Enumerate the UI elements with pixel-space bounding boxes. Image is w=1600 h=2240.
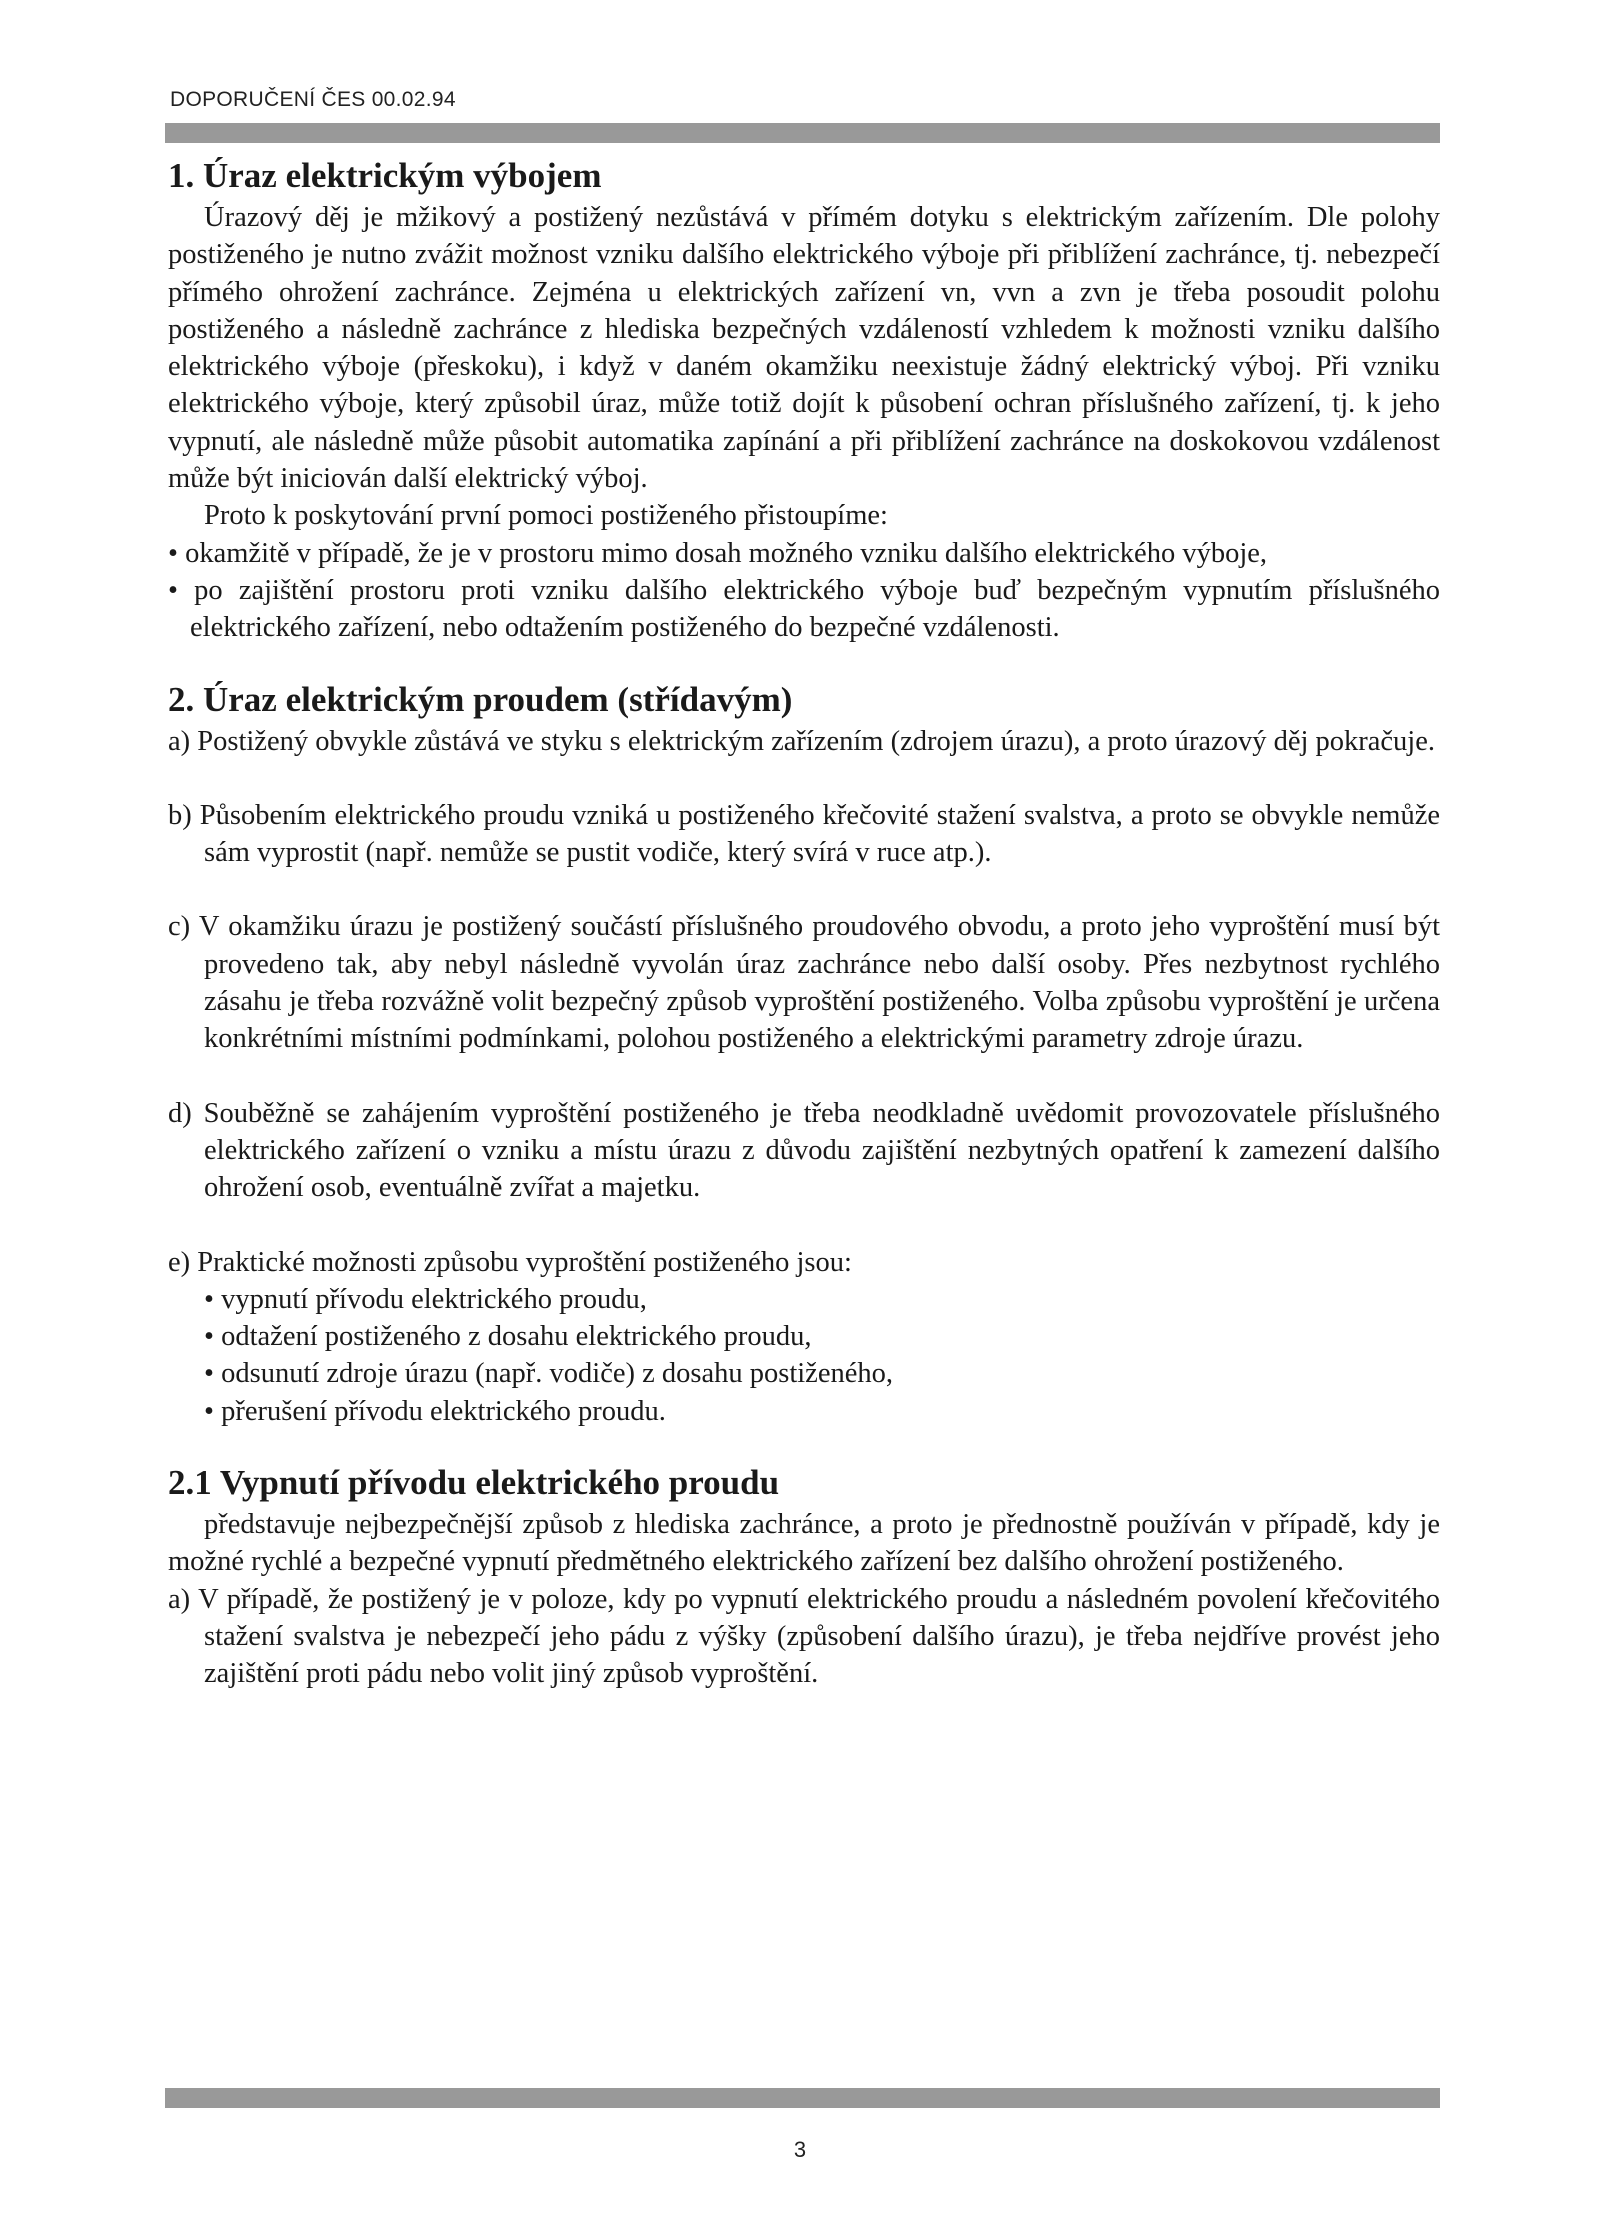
section-2-1-heading: 2.1 Vypnutí přívodu elektrického proudu (168, 1463, 780, 1503)
item-e-bullet: • odsunutí zdroje úrazu (např. vodiče) z dosahu postiženého, (204, 1358, 894, 1390)
header-rule (165, 123, 1440, 143)
page-body (168, 153, 1440, 1693)
section-2-item-e: e) Praktické možnosti způsobu vyproštění postiženého jsou: (168, 1246, 852, 1278)
page-number: 3 (793, 2137, 807, 2162)
section-2-item-c: c) V okamžiku úrazu je postižený součástí příslušného proudového obvodu, a proto jeho vyproštění musí být provedeno tak, aby nebyl následně vyvolán úraz zachránce nebo další osoby. Přes nezbytnost rychlého zásahu je třeba rozvážně volit bezpečný způsob vyproštění postiženého. Volba způsobu vyproštění je určena konkrétními místními podmínkami, polohou postiženého a elektrickými parametry zdroje úrazu. (168, 911, 1440, 1055)
footer-rule (165, 2088, 1440, 2108)
section-2-item-b: b) Působením elektrického proudu vzniká u postiženého křečovité stažení svalstva, a proto se obvykle nemůže sám vyprostit (např. nemůže se pustit vodiče, který svírá v ruce atp.). (168, 799, 1440, 869)
section-1-paragraph: Úrazový děj je mžikový a postižený nezůstává v přímém dotyku s elektrickým zařízením. Dle polohy postiženého je nutno zvážit možnost vzniku dalšího elektrického výboje při přiblížení zachránce, tj. nebezpečí přímého ohrožení zachránce. Zejména u elektrických zařízení vn, vvn a zvn je třeba posoudit polohu postiženého a následně zachránce z hlediska bezpečných vzdáleností vzhledem k možnosti vzniku dalšího elektrického výboje (přeskoku), i když v daném okamžiku neexistuje žádný elektrický výboj. Při vzniku elektrického výboje, který způsobil úraz, může totiž dojít k působení ochran příslušného zařízení, tj. k jeho vypnutí, ale následně může působit automatika zapínání a při přiblížení zachránce na doskokovou vzdálenost může být iniciován další elektrický výboj. (168, 202, 1440, 495)
running-header: DOPORUČENÍ ČES 00.02.94 (170, 88, 456, 111)
section-1-bullet: • po zajištění prostoru proti vzniku dalšího elektrického výboje buď bezpečným vypnutím příslušného elektrického zařízení, nebo odtažením postiženého do bezpečné vzdálenosti. (168, 574, 1440, 644)
section-2-item-d: d) Souběžně se zahájením vyproštění postiženého je třeba neodkladně uvědomit provozovatele příslušného elektrického zařízení o vzniku a místu úrazu z důvodu zajištění nezbytných opatření k zamezení dalšího ohrožení osob, eventuálně zvířat a majetku. (168, 1097, 1440, 1204)
section-2-heading: 2. Úraz elektrickým proudem (střídavým) (168, 679, 793, 719)
section-2-1-item-a: a) V případě, že postižený je v poloze, kdy po vypnutí elektrického proudu a následném povolení křečovitého stažení svalstva je nebezpečí jeho pádu z výšky (způsobení dalšího úrazu), je třeba nejdříve provést jeho zajištění proti pádu nebo volit jiný způsob vyproštění. (168, 1583, 1440, 1690)
section-1-bullet: • okamžitě v případě, že je v prostoru mimo dosah možného vzniku dalšího elektrického výboje, (168, 537, 1268, 569)
item-e-bullet: • přerušení přívodu elektrického proudu. (204, 1395, 666, 1427)
section-2-item-a: a) Postižený obvykle zůstává ve styku s elektrickým zařízením (zdrojem úrazu), a proto úrazový děj pokračuje. (168, 725, 1435, 757)
section-1-heading: 1. Úraz elektrickým výbojem (168, 156, 602, 195)
item-e-bullet: • odtažení postiženého z dosahu elektrického proudu, (204, 1321, 812, 1353)
section-2-1-paragraph: představuje nejbezpečnější způsob z hlediska zachránce, a proto je přednostně používán v případě, kdy je možné rychlé a bezpečné vypnutí předmětného elektrického zařízení bez dalšího ohrožení postiženého. (168, 1509, 1440, 1578)
section-1-intro: Proto k poskytování první pomoci postiženého přistoupíme: (204, 500, 888, 532)
item-e-bullet: • vypnutí přívodu elektrického proudu, (204, 1283, 647, 1315)
